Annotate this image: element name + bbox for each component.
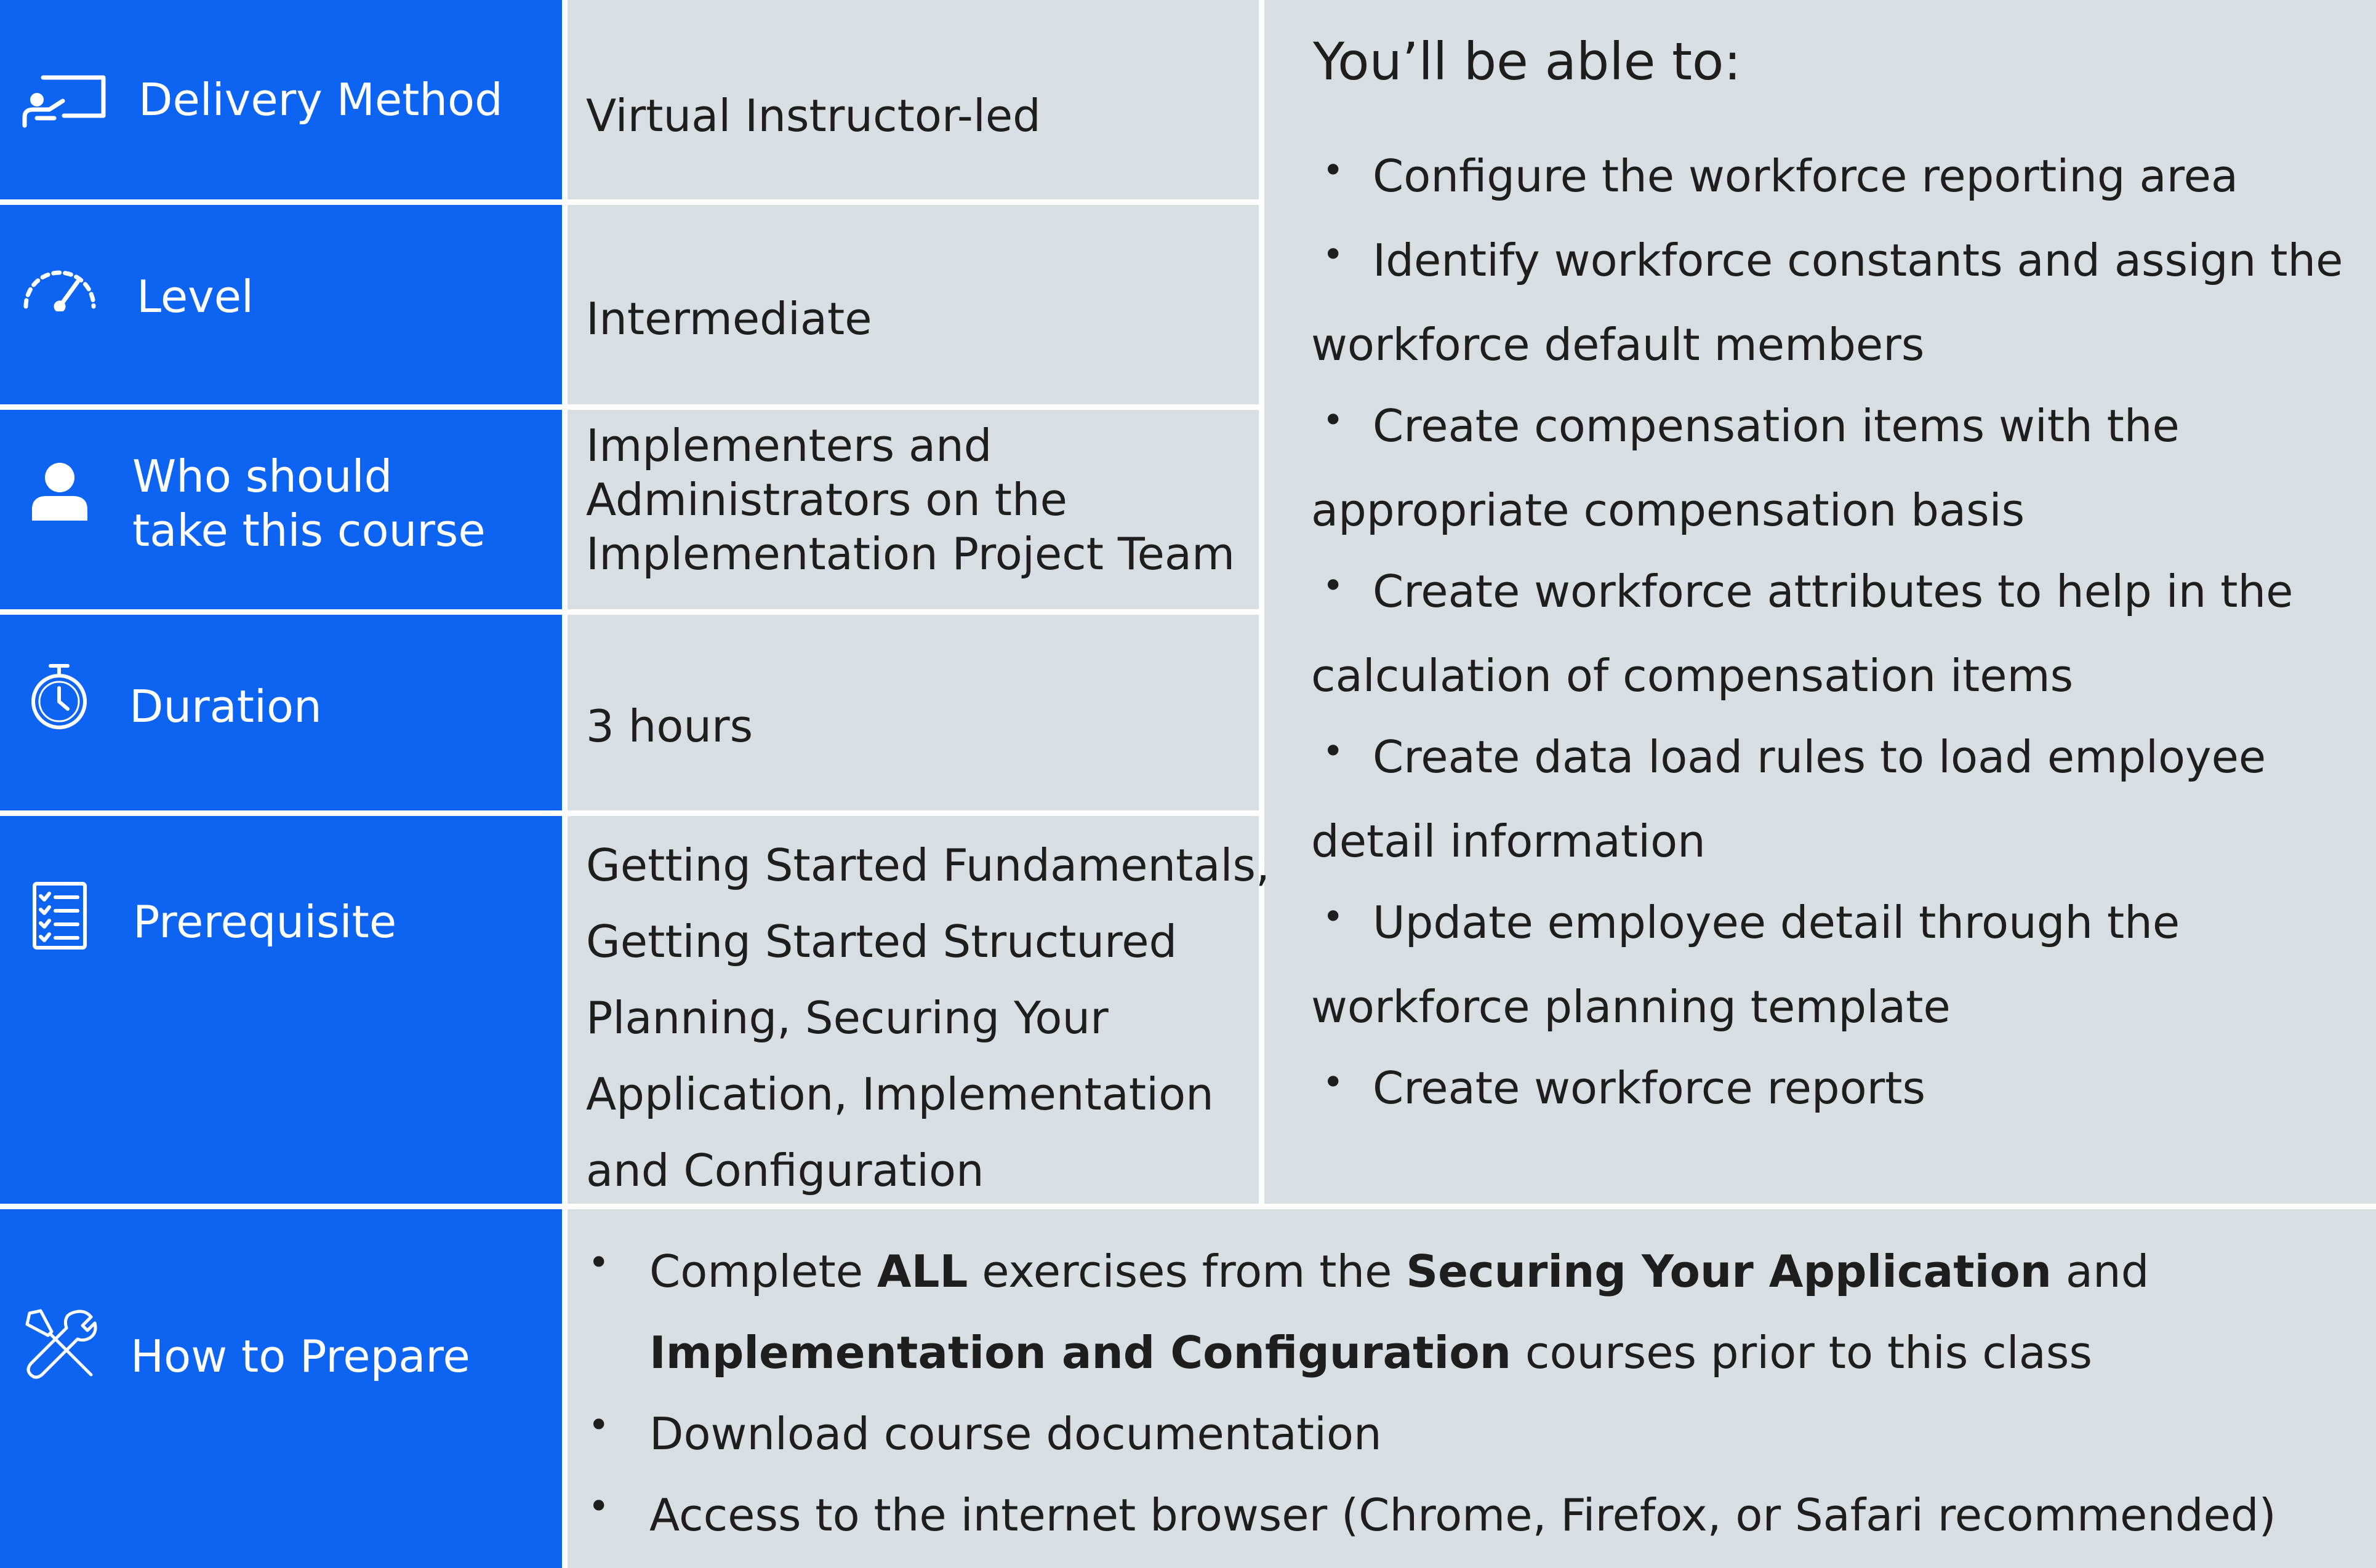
prepare-label: How to Prepare — [130, 1330, 470, 1382]
prerequisite-value-line2: Getting Started Structured — [586, 916, 1178, 967]
gauge-icon — [21, 262, 98, 311]
prepare-list — [588, 1231, 2276, 1556]
checklist-icon — [32, 881, 87, 950]
outcome-item — [1322, 135, 2356, 220]
audience-label-line1: Who should — [132, 450, 393, 502]
prerequisite-value-line3: Planning, Securing Your — [586, 992, 1109, 1044]
duration-value: 3 hours — [586, 700, 753, 752]
outcome-text: calculation of compensation items — [1311, 650, 2074, 702]
level-value: Intermediate — [586, 293, 872, 345]
outcome-item — [1322, 385, 2356, 470]
prepare-item1-line2-post: courses prior to this class — [1511, 1327, 2092, 1378]
bullet: • — [1322, 564, 1344, 607]
outcome-text: Create workforce reports — [1373, 1062, 1925, 1114]
prerequisite-value-line5: and Configuration — [586, 1145, 984, 1196]
outcome-text: Update employee detail through the — [1373, 897, 2180, 948]
outcome-item-continuation — [1311, 304, 2356, 385]
prepare-item1-bold-course: Securing Your Application — [1406, 1246, 2052, 1297]
bullet: • — [1322, 730, 1344, 773]
outcome-text: detail information — [1311, 815, 1706, 867]
outcome-item — [1322, 882, 2356, 966]
person-icon — [31, 460, 89, 522]
audience-value-line3: Implementation Project Team — [586, 528, 1235, 580]
prepare-item1-bold-all: ALL — [877, 1246, 968, 1297]
label-cell-prepare — [0, 1209, 562, 1568]
outcome-text: Create compensation items with the — [1373, 400, 2180, 452]
outcomes-list — [1311, 135, 2356, 1132]
prepare-item — [588, 1231, 2276, 1312]
outcomes-title: You’ll be able to: — [1313, 31, 1741, 92]
prepare-item1-mid: exercises from the — [968, 1246, 1407, 1297]
outcome-text: workforce default members — [1311, 319, 1925, 370]
bullet: • — [1322, 399, 1344, 442]
bullet: • — [1322, 895, 1344, 938]
bullet: • — [1322, 149, 1344, 192]
prepare-item1-bold-course2: Implementation and Configuration — [649, 1327, 1511, 1378]
duration-label: Duration — [129, 681, 322, 732]
prepare-item-continuation — [588, 1312, 2276, 1393]
outcome-item — [1322, 1047, 2356, 1132]
outcome-item-continuation — [1311, 470, 2356, 551]
outcome-text: workforce planning template — [1311, 981, 1951, 1033]
stopwatch-icon — [28, 662, 90, 731]
prepare-item — [588, 1474, 2276, 1556]
outcome-item-continuation — [1311, 635, 2356, 716]
outcome-item-continuation — [1311, 801, 2356, 882]
outcome-item — [1322, 716, 2356, 801]
outcome-text: Identify workforce constants and assign the — [1373, 234, 2343, 286]
prerequisite-value-line4: Application, Implementation — [586, 1068, 1214, 1120]
outcome-text: Create workforce attributes to help in the — [1373, 566, 2294, 617]
audience-label-line2: take this course — [132, 505, 486, 556]
outcome-item — [1322, 220, 2356, 304]
outcome-text: Create data load rules to load employee — [1373, 731, 2266, 783]
delivery-method-label: Delivery Method — [138, 74, 503, 126]
outcome-text: Configure the workforce reporting area — [1373, 150, 2239, 202]
prepare-item1-post: and — [2052, 1246, 2149, 1297]
outcome-item — [1322, 551, 2356, 635]
prerequisite-value-line1: Getting Started Fundamentals, — [586, 839, 1270, 891]
label-cell-prerequisite — [0, 816, 562, 1204]
delivery-method-value: Virtual Instructor-led — [586, 90, 1041, 142]
prepare-item1-pre: Complete — [649, 1246, 877, 1297]
prepare-item — [588, 1393, 2276, 1474]
bullet: • — [588, 1404, 610, 1447]
prepare-item3-text: Access to the internet browser (Chrome, Firefox, or Safari recommended) — [649, 1489, 2276, 1541]
bullet: • — [1322, 1061, 1344, 1104]
presentation-screen-icon — [22, 73, 108, 128]
bullet: • — [1322, 233, 1344, 276]
outcome-item-continuation — [1311, 966, 2356, 1047]
outcome-text: appropriate compensation basis — [1311, 484, 2025, 536]
tools-icon — [23, 1307, 97, 1381]
audience-value-line1: Implementers and — [586, 420, 992, 471]
level-label: Level — [137, 271, 254, 322]
bullet: • — [588, 1485, 610, 1528]
prepare-item2-text: Download course documentation — [649, 1408, 1382, 1460]
bullet: • — [588, 1241, 610, 1284]
audience-value-line2: Administrators on the — [586, 474, 1067, 526]
prerequisite-label: Prerequisite — [133, 896, 397, 948]
